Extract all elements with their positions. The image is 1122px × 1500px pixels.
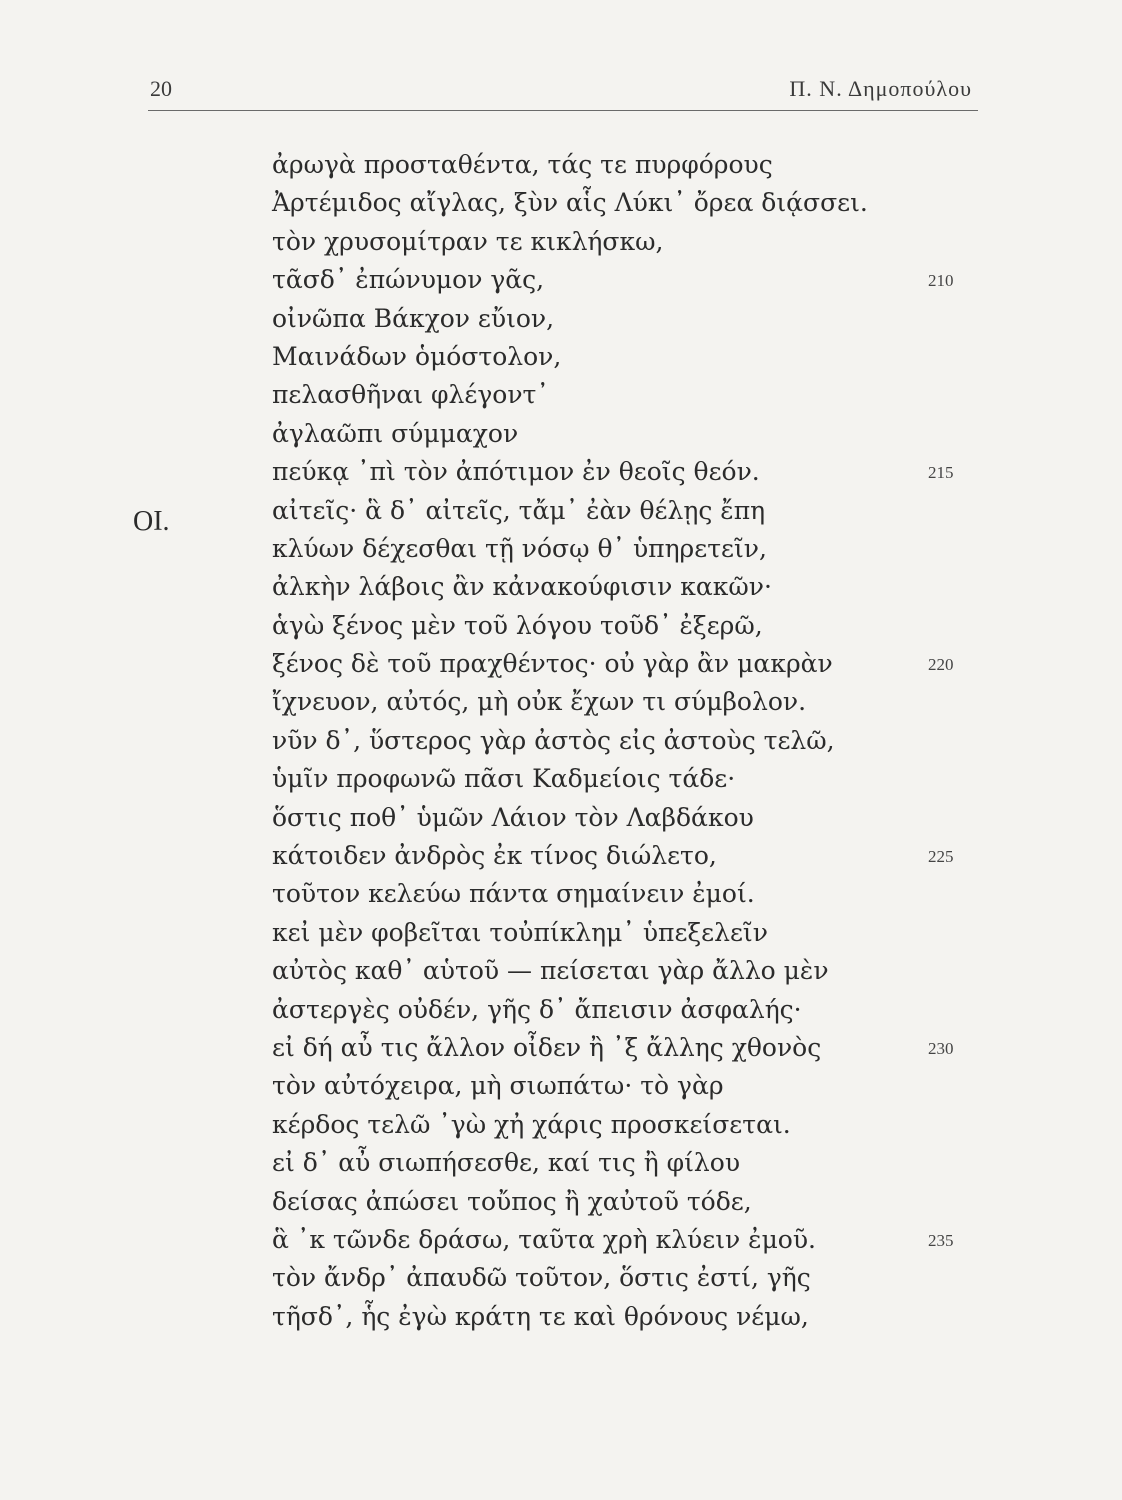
- verse-line: τοῦτον κελεύω πάντα σημαίνειν ἐμοί.: [272, 879, 755, 909]
- verse-line: κάτοιδεν ἀνδρὸς ἐκ τίνος διώλετο,: [272, 841, 717, 871]
- verse-line: κέρδος τελῶ ᾽γὼ χἠ χάρις προσκείσεται.: [272, 1109, 791, 1139]
- verse-line: αὐτὸς καθ᾽ αὑτοῦ — πείσεται γὰρ ἄλλο μὲν: [272, 956, 829, 986]
- speaker-label: ΟΙ.: [133, 506, 170, 537]
- running-head: Π. Ν. Δημοπούλου: [789, 76, 972, 101]
- verse-line: αἰτεῖς· ἃ δ᾽ αἰτεῖς, τἄμ᾽ ἐὰν θέλῃς ἔπη: [272, 495, 766, 525]
- verse-line: τὸν αὐτόχειρα, μὴ σιωπάτω· τὸ γὰρ: [272, 1071, 724, 1101]
- verse-line: νῦν δ᾽, ὕστερος γὰρ ἀστὸς εἰς ἀστοὺς τελῶ,: [272, 725, 835, 755]
- verse-lines: [272, 146, 912, 1336]
- header-rule: [148, 110, 978, 111]
- line-number: 230: [928, 1039, 954, 1059]
- verse-line: ὅστις ποθ᾽ ὑμῶν Λάιον τὸν Λαβδάκου: [272, 802, 754, 832]
- verse-line: Μαινάδων ὁμόστολον,: [272, 341, 562, 371]
- verse-line: ἁγὼ ξένος μὲν τοῦ λόγου τοῦδ᾽ ἐξερῶ,: [272, 610, 763, 640]
- line-number: 220: [928, 655, 954, 675]
- verse-line: ξένος δὲ τοῦ πραχθέντος· οὐ γὰρ ἂν μακρὰν: [272, 649, 833, 679]
- line-number: 225: [928, 847, 954, 867]
- verse-line: οἰνῶπα Βάκχον εὔιον,: [272, 303, 555, 333]
- verse-line: τᾶσδ᾽ ἐπώνυμον γᾶς,: [272, 265, 545, 295]
- page-number: 20: [150, 76, 172, 101]
- verse-line: ἀγλαῶπι σύμμαχον: [272, 418, 519, 448]
- verse-line: ἴχνευον, αὐτός, μὴ οὐκ ἔχων τι σύμβολον.: [272, 687, 807, 717]
- line-number: 215: [928, 463, 954, 483]
- verse-line: εἰ δ᾽ αὖ σιωπήσεσθε, καί τις ἢ φίλου: [272, 1148, 741, 1178]
- verse-line: ἃ ᾽κ τῶνδε δράσω, ταῦτα χρὴ κλύειν ἐμοῦ.: [272, 1224, 817, 1254]
- line-number: 210: [928, 271, 954, 291]
- verse-line: Ἀρτέμιδος αἴγλας, ξὺν αἷς Λύκι᾽ ὄρεα διᾴσσει.: [272, 188, 868, 218]
- verse-line: ὑμῖν προφωνῶ πᾶσι Καδμείοις τάδε·: [272, 764, 736, 794]
- verse-line: τὸν ἄνδρ᾽ ἀπαυδῶ τοῦτον, ὅστις ἐστί, γῆς: [272, 1263, 811, 1293]
- verse-line: τὸν χρυσομίτραν τε κικλήσκω,: [272, 226, 664, 256]
- verse-line: κλύων δέχεσθαι τῇ νόσῳ θ᾽ ὑπηρετεῖν,: [272, 533, 767, 563]
- verse-line: πεύκᾳ ᾽πὶ τὸν ἀπότιμον ἐν θεοῖς θεόν.: [272, 457, 760, 487]
- line-number: 235: [928, 1231, 954, 1251]
- verse-line: ἀρωγὰ προσταθέντα, τάς τε πυρφόρους: [272, 150, 773, 179]
- verse-line: ἀστεργὲς οὐδέν, γῆς δ᾽ ἄπεισιν ἀσφαλής·: [272, 994, 802, 1024]
- verse-line: κεἰ μὲν φοβεῖται τοὐπίκλημ᾽ ὑπεξελεῖν: [272, 917, 768, 947]
- verse-line: δείσας ἀπώσει τοὔπος ἢ χαὐτοῦ τόδε,: [272, 1186, 752, 1216]
- verse-line: εἰ δή αὖ τις ἄλλον οἶδεν ἢ ᾽ξ ἄλλης χθονὸς: [272, 1032, 822, 1062]
- verse-line: πελασθῆναι φλέγοντ᾽: [272, 380, 549, 410]
- verse-line: τῆσδ᾽, ἧς ἐγὼ κράτη τε καὶ θρόνους νέμω,: [272, 1301, 809, 1331]
- verse-line: ἀλκὴν λάβοις ἂν κἀνακούφισιν κακῶν·: [272, 572, 772, 602]
